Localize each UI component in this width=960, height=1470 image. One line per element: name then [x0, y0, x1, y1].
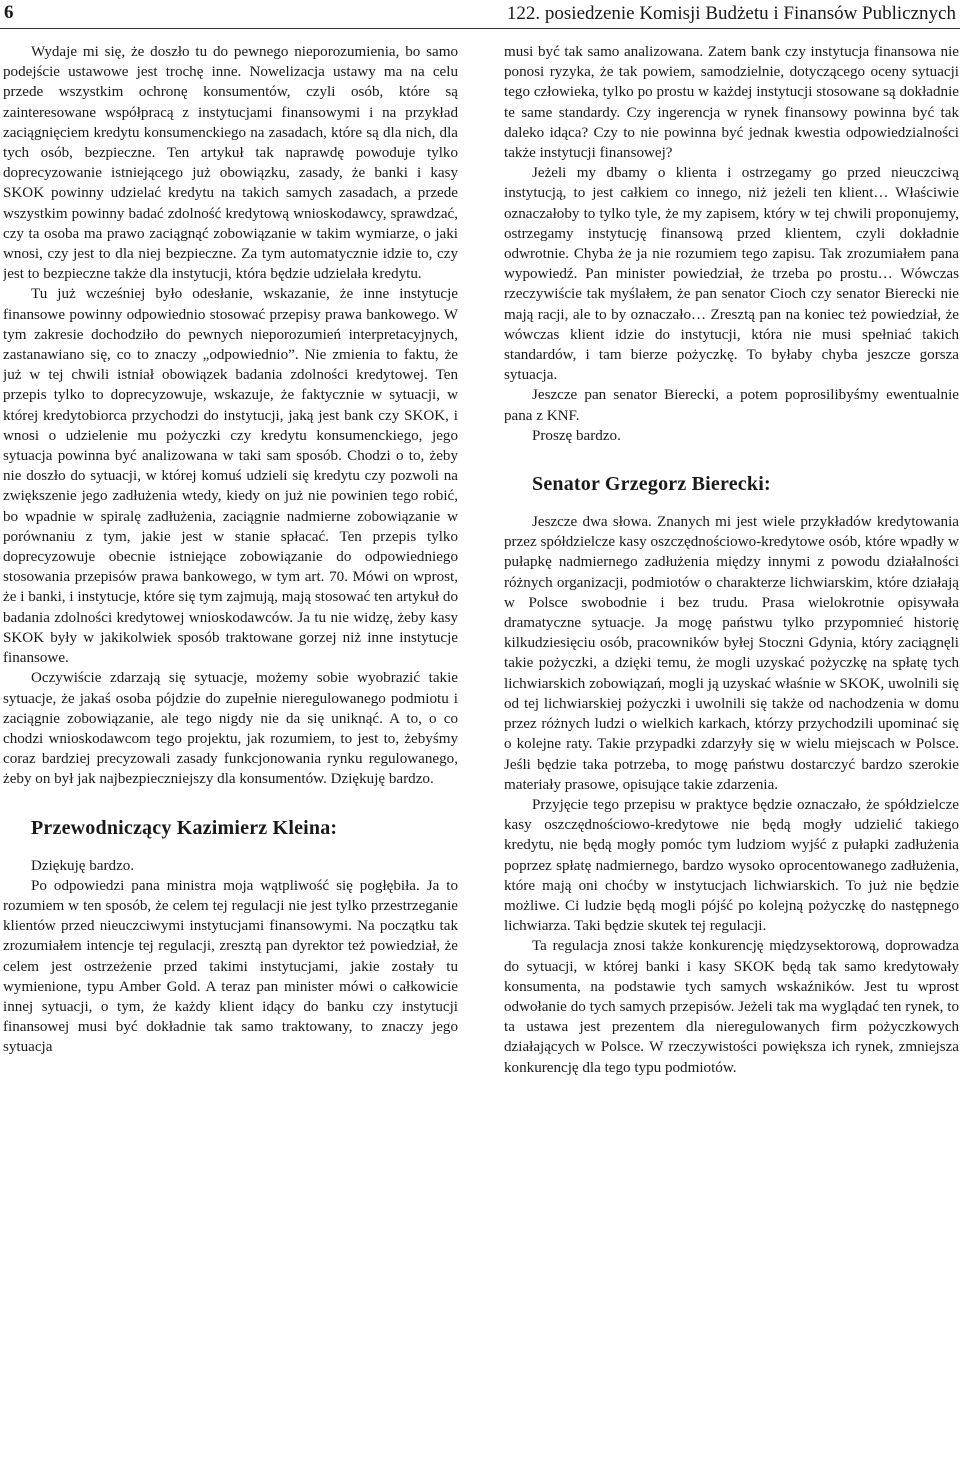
paragraph: Tu już wcześniej było odesłanie, wskazanie, że inne instytucje finansowe powinny odpowiednio stosować przepisy prawa bankowego. W tym zakresie dochodziło do pewnych nieporozumień interpretacyjnych, zastanawiano się, co to znaczy „odpowiednio”. Nie zmienia to faktu, że już w tej chwili istniał obowiązek badania zdolności kredytowej. Ten przepis tylko to doprecyzowuje, wskazuje, że faktycznie w sytuacji, w której kredytobiorca przychodzi do instytucji, jaką jest bank czy SKOK, i wnosi o udzielenie mu pożyczki czy kredytu konsumenckiego, jego sytuacja powinna być analizowana w taki sam sposób. Chodzi o to, żeby nie doszło do sytuacji, w której komuś udzieli się kredytu czy pozwoli na zwiększenie jego zadłużenia wtedy, kiedy on już nie powinien tego robić, bo wpadnie w spiralę zadłużenia, zaciągnie nadmierne zobowiązanie w porównaniu z tym, jakie jest w stanie spłacać. Ten przepis tylko doprecyzowuje obecnie istniejące zobowiązanie do odpowiedniego stosowania przepisów prawa bankowego, w tym art. 70. Mówi on wprost, że i banki, i instytucje, które się tym zajmują, mają stosować ten artykuł do badania zdolności kredytowej wnioskodawców. Ja tu nie widzę, żeby kasy SKOK były w jakikolwiek sposób traktowane gorzej niż inne instytucje finansowe.	[3, 286, 458, 667]
paragraph: Oczywiście zdarzają się sytuacje, możemy sobie wyobrazić takie sytuacje, że jakaś osoba pójdzie do zupełnie nieregulowanego podmiotu i zaciągnie zobowiązanie, ale tego nigdy nie da się uniknąć. A to, o co chodzi wnioskodawcom tego projektu, jak rozumiem, to jest to, żebyśmy coraz bardziej precyzowali zasady funkcjonowania rynku regulowanego, żeby on był jak najbezpieczniejszy dla konsumentów. Dziękuję bardzo.	[3, 670, 458, 788]
running-title: 122. posiedzenie Komisji Budżetu i Finansów Publicznych	[506, 3, 956, 24]
paragraph: Jeszcze dwa słowa. Znanych mi jest wiele przykładów kredytowania przez spółdzielcze kasy oszczędnościowo-kredytowe osób, które wpadły w pułapkę nadmiernego zadłużenia między innymi z powodu działalności różnych organizacji, podmiotów o charakterze lichwiarskim, które działają w Polsce swobodnie i bez trudu. Prasa wielokrotnie opisywała dramatyczne sytuacje. Ja mogę państwu tylko przypomnieć historię kilkudziesięciu osób, pracowników byłej Stoczni Gdynia, który zaciągnęli takie pożyczki, a dzięki temu, że mogli uzyskać pożyczkę na spłatę tych lichwiarskich zobowiązań, mogli ją uzyskać właśnie w SKOK, uwolnili się od tej lichwiarskiej pożyczki i uwolnili się także od nachodzenia w domu przez różnych ludzi o wielkich karkach, którzy przychodzili upominać się o kolejne raty. Takie przypadki zdarzyły się w wielu miejscach w Polsce. Jeśli będzie taka potrzeba, to mogę państwu dostarczyć bardzo szerokie materiały prasowe, opisujące takie zdarzenia.	[504, 514, 959, 793]
paragraph: Jeżeli my dbamy o klienta i ostrzegamy go przed nieuczciwą instytucją, to jest całkiem co innego, niż jeżeli ten klient… Właściwie oznaczałoby to tylko tyle, że my zapisem, który w tej chwili proponujemy, ostrzegamy instytucję finansową przed klientem, czyli dokładnie odwrotnie. Chyba że ja nie rozumiem tego zapisu. Tak zrozumiałem pana wypowiedź. Pan minister powiedział, że trzeba po prostu… Wówczas rzeczywiście tak myślałem, że pan senator Cioch czy senator Bierecki nie mają racji, ale to by oznaczało… Zresztą pan na koniec też powiedział, że wówczas klient idzie do instytucji, która nie musi spełniać takich standardów, i tam bierze pożyczkę. To byłaby chyba jeszcze gorsza sytuacja.	[504, 165, 959, 384]
paragraph: musi być tak samo analizowana. Zatem bank czy instytucja finansowa nie ponosi ryzyka, że tak powiem, samodzielnie, dotyczącego oceny sytuacji tego człowieka, tylko po prostu w każdej instytucji stosowane są dokładnie te same standardy. Czy ingerencja w rynek finansowy powinna być tak daleko idąca? Czy to nie powinna być jednak kwestia odpowiedzialności także instytucji finansowej?	[504, 44, 959, 162]
header-rule	[0, 28, 960, 29]
paragraph: Wydaje mi się, że doszło tu do pewnego nieporozumienia, bo samo podejście ustawowe jest trochę inne. Nowelizacja ustawy ma na celu przede wszystkim ochronę konsumentów, czyli osób, które są zainteresowane współpracą z instytucjami finansowymi i na przykład zaciągnięciem kredytu konsumenckiego na zasadach, które są dla nich, dla tych osób, bezpieczne. Ten artykuł tak naprawdę powoduje tylko doprecyzowanie istniejącego już obowiązku, zasady, że banki i kasy SKOK powinny udzielać kredytu na takich samych zasadach, a przede wszystkim powinny badać zdolność kredytową wnioskodawcy, sprawdzać, czy ta osoba ma prawo zaciągnąć zobowiązanie w takim wymiarze, o jaki wnosi, czy jest to dla niej bezpieczne. Za tym automatycznie idzie to, czy jest to bezpieczne także dla instytucji, która będzie udzielała kredytu.	[3, 44, 458, 283]
page-header	[0, 0, 960, 28]
speaker-heading: Senator Grzegorz Bierecki:	[532, 473, 771, 496]
page-number: 6	[4, 2, 14, 23]
paragraph: Dziękuję bardzo.	[31, 857, 135, 874]
paragraph: Po odpowiedzi pana ministra moja wątpliwość się pogłębiła. Ja to rozumiem w ten sposób, że celem tej regulacji nie jest tylko przestrzeganie klientów przed nieuczciwymi instytucjami finansowymi. Na początku tak zrozumiałem intencje tej regulacji, zresztą pan dyrektor też powiedział, że celem jest ostrzeżenie przed takimi instytucjami, jakie zostały tu wymienione, typu Amber Gold. A teraz pan minister mówi o całkowicie innej sytuacji, o tym, że każdy klient idący do banku czy instytucji finansowej musi być dokładnie tak samo traktowany, to znaczy jego sytuacja	[3, 877, 458, 1056]
paragraph: Proszę bardzo.	[532, 427, 621, 444]
paragraph: Ta regulacja znosi także konkurencję międzysektorową, doprowadza do sytuacji, w której banki i kasy SKOK będą tak samo kredytowały konsumenta, na podstawie tych samych wskaźników. Jest tu wprost odwołanie do tych samych przepisów. Jeżeli tak ma wyglądać ten rynek, to ta ustawa jest prezentem dla nieregulowanych firm pożyczkowych działających w Polsce. W rzeczywistości powiększa ich rynek, zmniejsza konkurencję dla tego typu podmiotów.	[504, 938, 959, 1076]
paragraph: Jeszcze pan senator Bierecki, a potem poprosilibyśmy ewentualnie pana z KNF.	[504, 387, 959, 424]
speaker-heading: Przewodniczący Kazimierz Kleina:	[31, 816, 338, 839]
left-column	[3, 42, 458, 1470]
right-column	[504, 42, 959, 1470]
paragraph: Przyjęcie tego przepisu w praktyce będzie oznaczało, że spółdzielcze kasy oszczędnościowo-kredytowe nie będą mogły udzielić takiego kredytu, nie będą mogły pomóc tym ludziom wyjść z pułapki zadłużenia poprzez spłatę nadmiernego, bardzo wysoko oprocentowanego zadłużenia, które mają oni choćby w instytucjach lichwiarskich. To już nie będzie możliwe. Ci ludzie będą mogli pójść po kolejną pożyczkę do następnego lichwiarza. Taki będzie skutek tej regulacji.	[504, 796, 959, 935]
